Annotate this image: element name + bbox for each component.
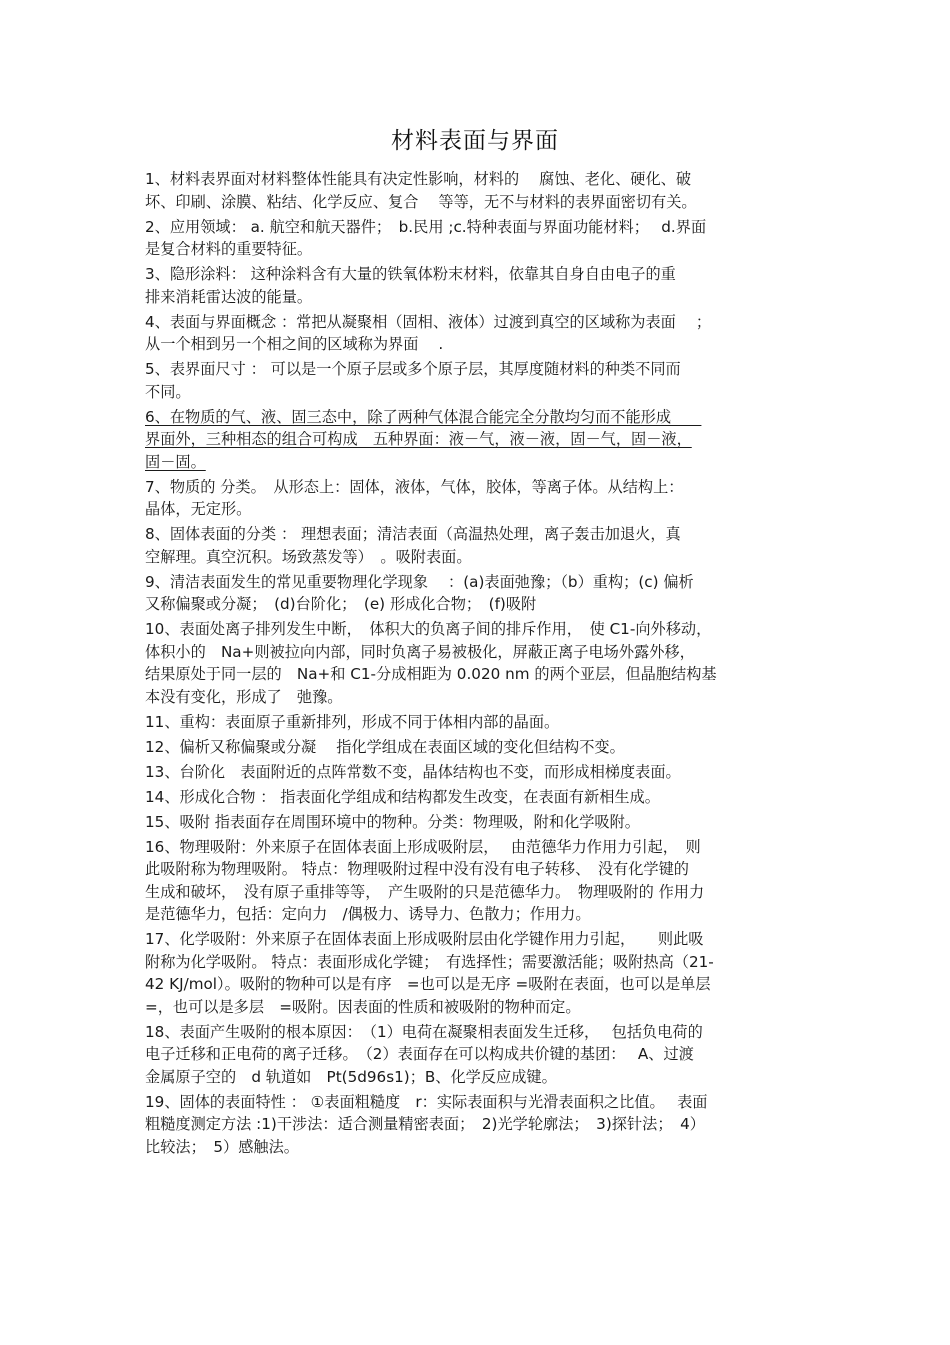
paragraph-16 (145, 836, 810, 926)
paragraph-12 (145, 736, 810, 759)
paragraph-line: 晶体，无定形。 (145, 500, 252, 518)
paragraph-line: 是范德华力，包括：定向力 /偶极力、诱导力、色散力；作用力。 (145, 905, 591, 923)
paragraph-line: 3、隐形涂料： 这种涂料含有大量的铁氧体粉末材料，依靠其自身自由电子的重 (145, 265, 676, 283)
paragraph-line: 附称为化学吸附。 特点：表面形成化学键； 有选择性；需要激活能；吸附热高（21- (145, 952, 714, 971)
paragraph-line: 42 KJ/mol）。吸附的物种可以是有序 =也可以是无序 =吸附在表面，也可以是单层 (145, 975, 711, 993)
paragraph-10 (145, 618, 810, 708)
paragraph-line: 8、固体表面的分类 ： 理想表面；清洁表面（高温热处理，离子轰击加退火，真 (145, 525, 681, 543)
paragraph-line: 7、物质的 分类。 从形态上：固体，液体，气体，胶体，等离子体。从结构上： (145, 477, 684, 496)
document-title: 材料表面与界面 (391, 128, 559, 154)
paragraph-line: 15、吸附 指表面存在周围环境中的物种。分类：物理吸，附和化学吸附。 (145, 812, 640, 831)
paragraph-line: 结果原处于同一层的 Na+和 C1-分成相距为 0.020 nm 的两个亚层，但晶胞结构基 (145, 665, 717, 683)
paragraph-14 (145, 786, 810, 809)
paragraph-line: 不同。 (145, 382, 191, 401)
paragraph-line: 本没有变化，形成了 弛豫。 (145, 687, 343, 706)
paragraph-line: 11、重构：表面原子重新排列，形成不同于体相内部的晶面。 (145, 712, 560, 731)
paragraph-7 (145, 476, 810, 521)
paragraph-line: 12、偏析又称偏聚或分凝 指化学组成在表面区域的变化但结构不变。 (145, 737, 625, 756)
paragraph-line: 10、表面处离子排列发生中断， 体积大的负离子间的排斥作用， 使 C1-向外移动， (145, 620, 712, 638)
paragraph-3 (145, 263, 810, 308)
paragraph-line: 体积小的 Na+则被拉向内部，同时负离子易被极化，屏蔽正离子电场外露外移， (145, 642, 695, 661)
paragraph-2 (145, 216, 810, 261)
paragraph-13 (145, 761, 810, 784)
paragraph-line: 5、表界面尺寸 ： 可以是一个原子层或多个原子层，其厚度随材料的种类不同而 (145, 360, 681, 378)
paragraph-9 (145, 571, 810, 616)
paragraph-18 (145, 1021, 810, 1089)
paragraph-15 (145, 811, 810, 834)
paragraph-line: 4、表面与界面概念 ：常把从凝聚相（固相、液体）过渡到真空的区域称为表面 ； (145, 312, 712, 331)
paragraph-5 (145, 358, 810, 403)
paragraph-line: 金属原子空的 d 轨道如 Pt(5d96s1)；B、化学反应成键。 (145, 1067, 557, 1086)
paragraph-line: 13、台阶化 表面附近的点阵常数不变，晶体结构也不变，而形成相梯度表面。 (145, 762, 681, 781)
document-body (145, 168, 810, 1161)
paragraph-line: 坏、印刷、涂膜、粘结、化学反应、复合 等等，无不与材料的表界面密切有关。 (145, 192, 697, 211)
paragraph-8 (145, 523, 810, 568)
paragraph-line: 是复合材料的重要特征。 (145, 240, 313, 258)
paragraph-line: 生成和破坏， 没有原子重排等等， 产生吸附的只是范德华力。 物理吸附的 作用力 (145, 882, 705, 901)
paragraph-line: 14、形成化合物 ： 指表面化学组成和结构都发生改变，在表面有新相生成。 (145, 787, 660, 806)
paragraph-11 (145, 711, 810, 734)
paragraph-line: 1、材料表界面对材料整体性能具有决定性影响，材料的 腐蚀、老化、硬化、破 (145, 170, 692, 188)
paragraph-line: 17、化学吸附：外来原子在固体表面上形成吸附层由化学键作用力引起， 则此吸 (145, 930, 704, 948)
paragraph-line: 18、表面产生吸附的根本原因： （1）电荷在凝聚相表面发生迁移， 包括负电荷的 (145, 1022, 703, 1041)
paragraph-line: 又称偏聚或分凝； (d)台阶化； (e) 形成化合物； (f)吸附 (145, 595, 537, 613)
paragraph-line: 6、在物质的气、液、固三态中，除了两种气体混合能完全分散均匀而不能形成 (145, 407, 702, 426)
paragraph-line: 排来消耗雷达波的能量。 (145, 287, 313, 306)
paragraph-line: 电子迁移和正电荷的离子迁移。 （2）表面存在可以构成共价键的基团： A、过渡 (145, 1045, 694, 1063)
paragraph-line: 19、固体的表面特性 ： ①表面粗糙度 r：实际表面积与光滑表面积之比值。 表面 (145, 1092, 708, 1111)
paragraph-line: 空解理。真空沉积。场致蒸发等） 。吸附表面。 (145, 547, 472, 566)
paragraph-line: 9、清洁表面发生的常见重要物理化学现象 ：(a)表面弛豫；（b）重构；(c) 偏析 (145, 572, 694, 591)
paragraph-line: 此吸附称为物理吸附。 特点：物理吸附过程中没有没有电子转移、 没有化学键的 (145, 860, 689, 878)
paragraph-4 (145, 311, 810, 356)
paragraph-line: 界面外，三种相态的组合可构成 五种界面：液－气，液－液，固－气，固－液， (145, 430, 692, 448)
paragraph-6 (145, 406, 810, 474)
paragraph-17 (145, 928, 810, 1018)
paragraph-19 (145, 1091, 810, 1159)
paragraph-line: 从一个相到另一个相之间的区域称为界面 . (145, 335, 444, 353)
paragraph-1 (145, 168, 810, 213)
paragraph-line: =，也可以是多层 =吸附。因表面的性质和被吸附的物种而定。 (145, 997, 581, 1016)
paragraph-line: 固－固。 (145, 452, 206, 471)
paragraph-line: 粗糙度测定方法 :1)干涉法：适合测量精密表面； 2)光学轮廓法； 3)探针法； 4） (145, 1115, 705, 1133)
paragraph-line: 比较法； 5）感触法。 (145, 1137, 299, 1156)
paragraph-line: 16、物理吸附：外来原子在固体表面上形成吸附层， 由范德华力作用力引起， 则 (145, 837, 701, 856)
paragraph-line: 2、应用领域： a. 航空和航天器件； b.民用 ;c.特种表面与界面功能材料； d.界面 (145, 217, 707, 236)
